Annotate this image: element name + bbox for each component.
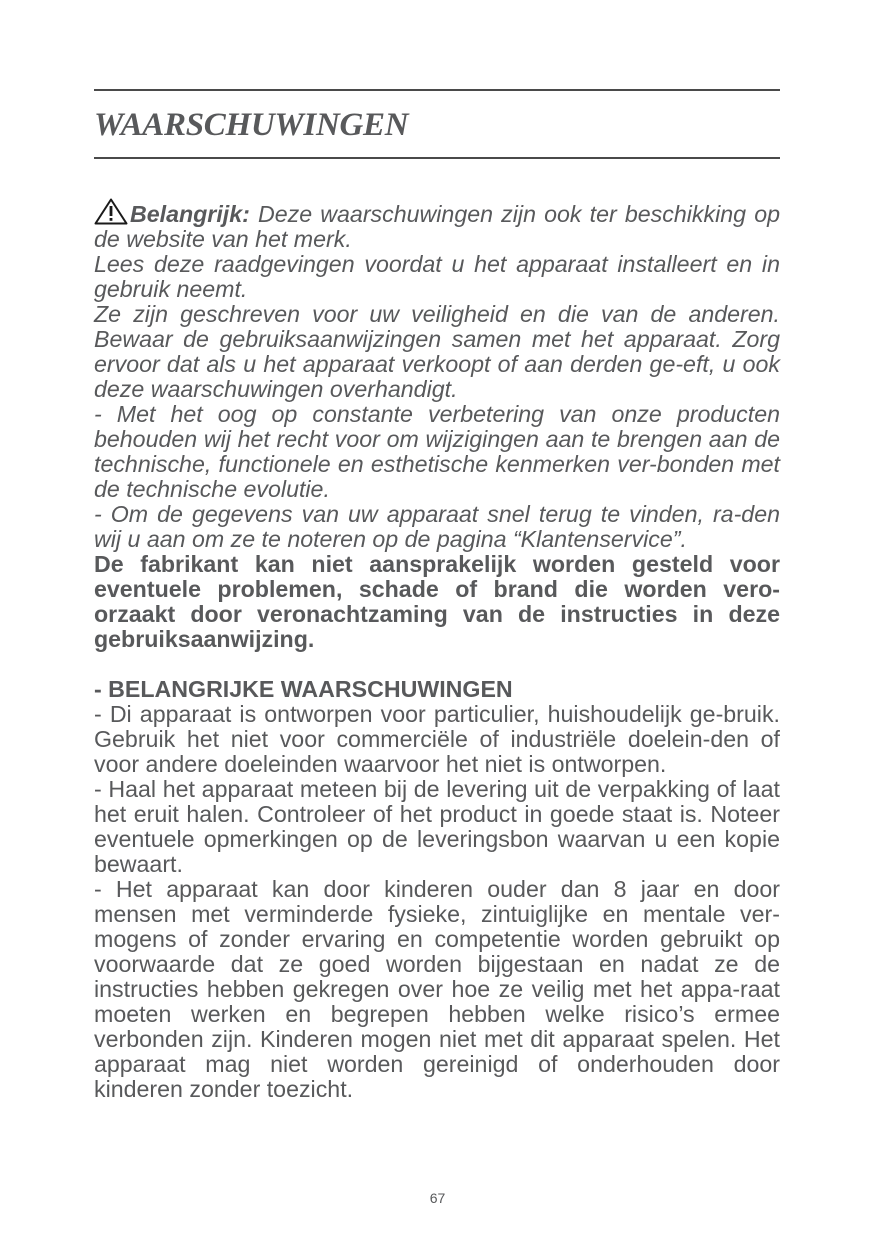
- important-text: Deze waarschuwingen zijn ook ter beschikking op de website van het merk.: [94, 201, 780, 252]
- read-advice-paragraph: Lees deze raadgevingen voordat u het apparaat installeert en in gebruik neemt.: [94, 251, 780, 302]
- important-label: Belangrijk:: [130, 201, 250, 227]
- safety-paragraph: Ze zijn geschreven voor uw veiligheid en die van de anderen. Bewaar de gebruiksaanwijzingen samen met het apparaat. Zorg ervoor dat als u het apparaat verkoopt of aan derden ge-eft, u ook deze waarschuwingen overhandigt.: [94, 301, 780, 402]
- intro-section: [94, 198, 780, 552]
- warning-item-children: - Het apparaat kan door kinderen ouder dan 8 jaar en door mensen met verminderde fysieke, zintuiglijke en mentale ver-mogens of zonder ervaring en competentie worden gebruikt op voorwaarde dat ze goed worden bijgestaan en nadat ze de instructies hebben gekregen over hoe ze veilig met het appa-raat moeten werken en begrepen hebben welke risico’s ermee verbonden zijn. Kinderen mogen niet met dit apparaat spelen. Het apparaat mag niet worden gereinigd of onderhouden door kinderen zonder toezicht.: [94, 876, 780, 1102]
- warning-item-usage: - Di apparaat is ontworpen voor particulier, huishoudelijk ge-bruik. Gebruik het niet voor commerciële of industriële doelein-den of voor andere doeleinden waarvoor het niet is ontworpen.: [94, 701, 780, 777]
- liability-paragraph: De fabrikant kan niet aansprakelijk worden gesteld voor eventuele problemen, schade of brand die worden vero-orzaakt door veronachtzaming van de instructies in deze gebruiksaanwijzing.: [94, 551, 780, 652]
- important-notice: [94, 198, 780, 252]
- page-number: 67: [429, 1190, 446, 1206]
- warning-item-delivery: - Haal het apparaat meteen bij de levering uit de verpakking of laat het eruit halen. Controleer of het product in goede staat is. Noteer eventuele opmerkingen op de leveringsbon waarvan u een kopie bewaart.: [94, 776, 780, 877]
- warnings-heading: - BELANGRIJKE WAARSCHUWINGEN: [94, 676, 513, 702]
- page-content: [94, 198, 780, 1102]
- header-bottom-rule: [94, 157, 780, 159]
- header-top-rule: [94, 89, 780, 91]
- improvement-paragraph: - Met het oog op constante verbetering van onze producten behouden wij het recht voor om wijzigingen aan te brengen aan de technische, functionele en esthetische kenmerken ver-bonden met de technische evolutie.: [94, 401, 780, 502]
- data-paragraph: - Om de gegevens van uw apparaat snel terug te vinden, ra-den wij u aan om ze te noteren op de pagina “Klantenservice”.: [94, 501, 780, 552]
- warning-triangle-icon: [94, 198, 128, 225]
- page-title: WAARSCHUWINGEN: [94, 107, 409, 143]
